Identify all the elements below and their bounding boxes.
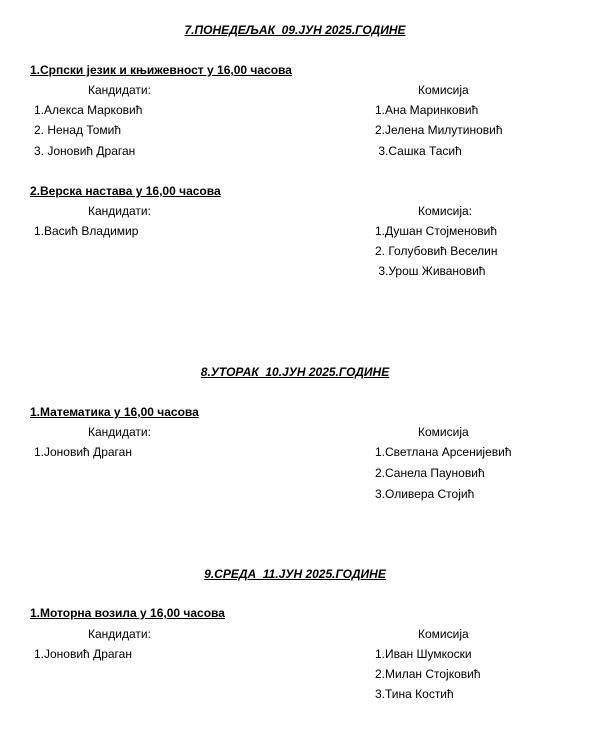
commission-item: 2.Санела Пауновић bbox=[375, 466, 485, 480]
candidates-label: Кандидати: bbox=[88, 627, 151, 641]
day-title: 8.УТОРАК 10.ЈУН 2025.ГОДИНЕ bbox=[200, 365, 390, 379]
day-title: 9.СРЕДА 11.ЈУН 2025.ГОДИНЕ bbox=[204, 567, 386, 581]
candidate-item: 1.Алекса Марковић bbox=[34, 103, 143, 117]
commission-label: Комисија: bbox=[418, 204, 472, 218]
commission-item: 3.Тина Костић bbox=[375, 687, 454, 701]
commission-label: Комисија bbox=[418, 627, 469, 641]
commission-item: 2. Голубовић Веселин bbox=[375, 244, 498, 258]
commission-item: 1.Ана Маринковић bbox=[375, 103, 479, 117]
candidates-label: Кандидати: bbox=[88, 83, 151, 97]
candidate-item: 1.Јоновић Драган bbox=[34, 445, 132, 459]
commission-label: Комисија bbox=[418, 425, 469, 439]
commission-item: 1.Иван Шумкоски bbox=[375, 647, 472, 661]
candidate-item: 2. Ненад Томић bbox=[34, 123, 122, 137]
candidates-label: Кандидати: bbox=[88, 204, 151, 218]
candidates-label: Кандидати: bbox=[88, 425, 151, 439]
commission-item: 1.Светлана Арсенијевић bbox=[375, 445, 512, 459]
commission-item: 2.Јелена Милутиновић bbox=[375, 123, 503, 137]
subject-title: 1.Моторна возила у 16,00 часова bbox=[30, 606, 225, 620]
commission-item: 3.Сашка Тасић bbox=[375, 144, 462, 158]
day-title: 7.ПОНЕДЕЉАК 09.ЈУН 2025.ГОДИНЕ bbox=[184, 23, 406, 37]
commission-item: 1.Душан Стојменовић bbox=[375, 224, 498, 238]
subject-title: 1.Математика у 16,00 часова bbox=[30, 405, 199, 419]
candidate-item: 1.Васић Владимир bbox=[34, 224, 139, 238]
subject-title: 2.Верска настава у 16,00 часова bbox=[30, 184, 221, 198]
commission-item: 3.Оливера Стојић bbox=[375, 487, 475, 501]
commission-item: 3.Урош Живановић bbox=[375, 264, 486, 278]
commission-label: Комисија bbox=[418, 83, 469, 97]
subject-title: 1.Српски језик и књижевност у 16,00 часова bbox=[30, 63, 292, 77]
commission-item: 2.Милан Стојковић bbox=[375, 667, 481, 681]
candidate-item: 1.Јоновић Драган bbox=[34, 647, 132, 661]
candidate-item: 3. Јоновић Драган bbox=[34, 144, 136, 158]
